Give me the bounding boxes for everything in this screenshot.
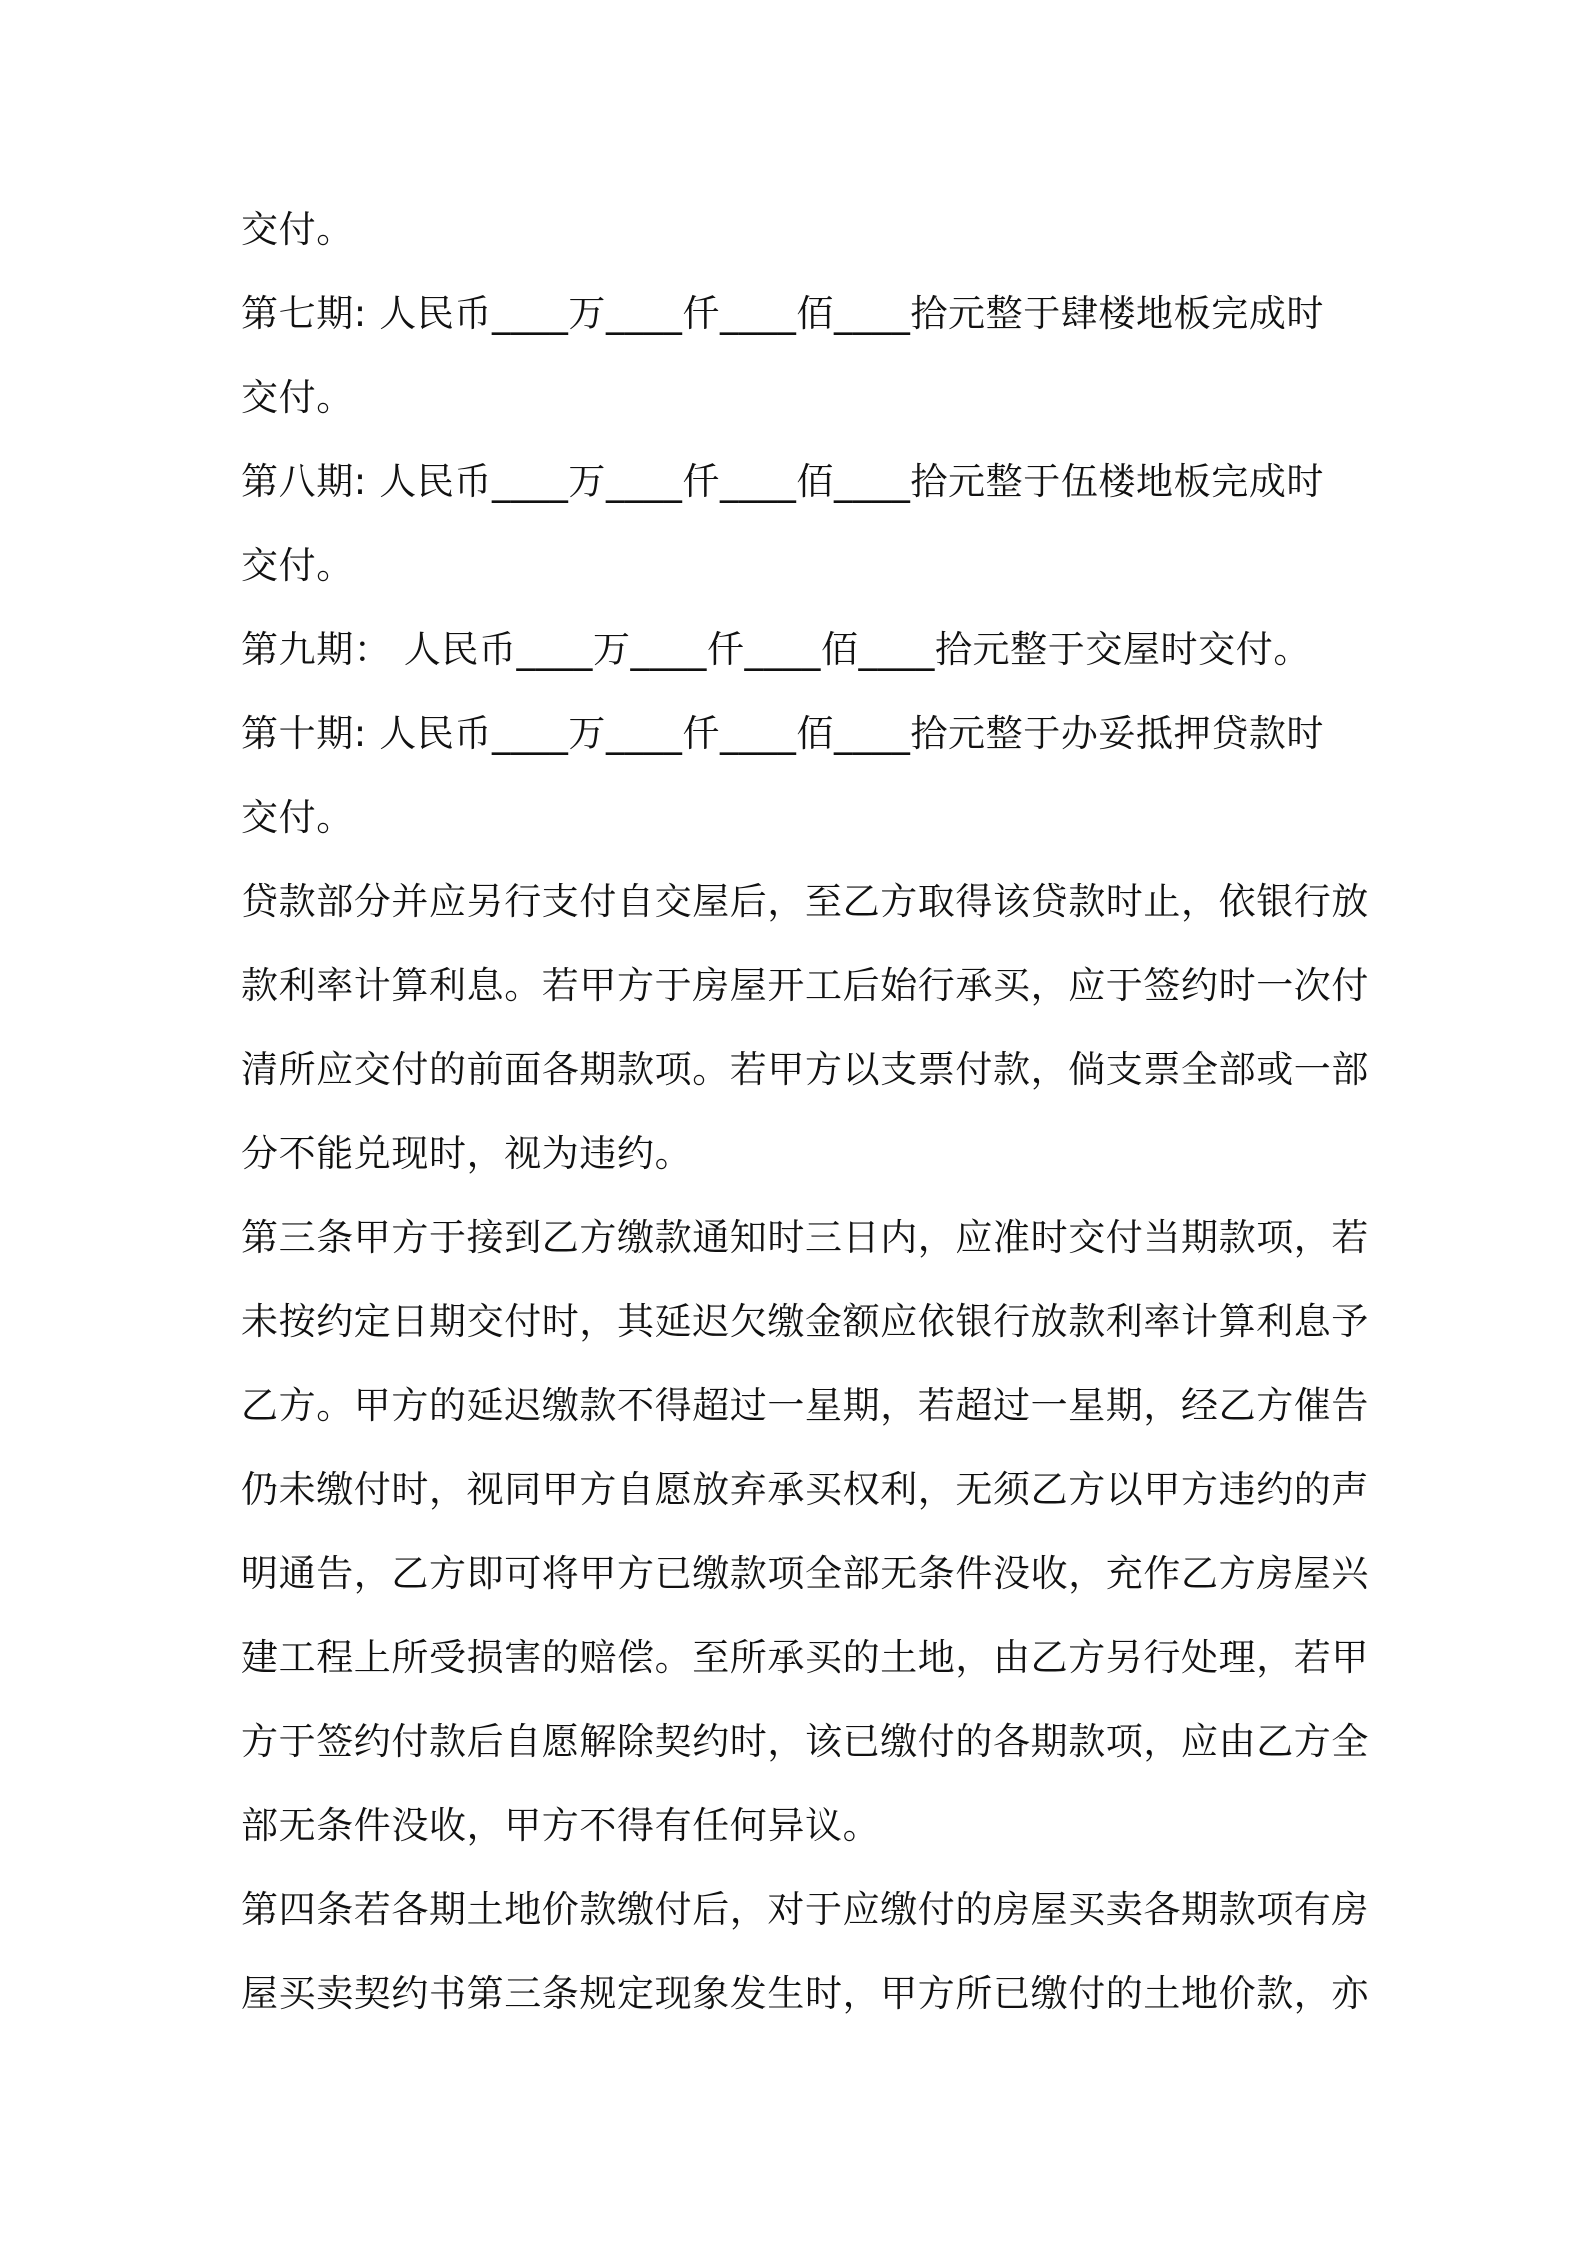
text-line: 交付。	[241, 544, 354, 587]
text-line: 第十期: 人民币____万____仟____佰____拾元整于办妥抵押贷款时	[241, 712, 1325, 755]
text-line: 交付。	[241, 208, 354, 251]
text-line: 款利率计算利息。若甲方于房屋开工后始行承买，应于签约时一次付	[241, 964, 1369, 1007]
text-line: 乙方。甲方的延迟缴款不得超过一星期，若超过一星期，经乙方催告	[241, 1384, 1369, 1427]
text-line: 交付。	[241, 376, 354, 419]
text-line: 分不能兑现时，视为违约。	[241, 1132, 693, 1175]
text-line: 第八期: 人民币____万____仟____佰____拾元整于伍楼地板完成时	[241, 460, 1325, 503]
text-line: 第三条甲方于接到乙方缴款通知时三日内，应准时交付当期款项，若	[241, 1216, 1369, 1259]
text-line: 第九期： 人民币____万____仟____佰____拾元整于交屋时交付。	[241, 628, 1311, 671]
document-body	[241, 188, 1369, 2036]
text-line: 仍未缴付时，视同甲方自愿放弃承买权利，无须乙方以甲方违约的声	[241, 1468, 1369, 1511]
text-line: 清所应交付的前面各期款项。若甲方以支票付款，倘支票全部或一部	[241, 1048, 1369, 1091]
text-line: 第四条若各期土地价款缴付后，对于应缴付的房屋买卖各期款项有房	[241, 1888, 1369, 1931]
text-line: 屋买卖契约书第三条规定现象发生时，甲方所已缴付的土地价款，亦	[241, 1972, 1369, 2015]
text-line: 建工程上所受损害的赔偿。至所承买的土地，由乙方另行处理，若甲	[241, 1636, 1369, 1679]
text-line: 明通告，乙方即可将甲方已缴款项全部无条件没收，充作乙方房屋兴	[241, 1552, 1369, 1595]
text-line: 贷款部分并应另行支付自交屋后，至乙方取得该贷款时止，依银行放	[241, 880, 1369, 923]
text-line: 部无条件没收，甲方不得有任何异议。	[241, 1804, 881, 1847]
text-line: 方于签约付款后自愿解除契约时，该已缴付的各期款项，应由乙方全	[241, 1720, 1369, 1763]
text-line: 交付。	[241, 796, 354, 839]
text-line: 未按约定日期交付时，其延迟欠缴金额应依银行放款利率计算利息予	[241, 1300, 1369, 1343]
text-line: 第七期: 人民币____万____仟____佰____拾元整于肆楼地板完成时	[241, 292, 1325, 335]
